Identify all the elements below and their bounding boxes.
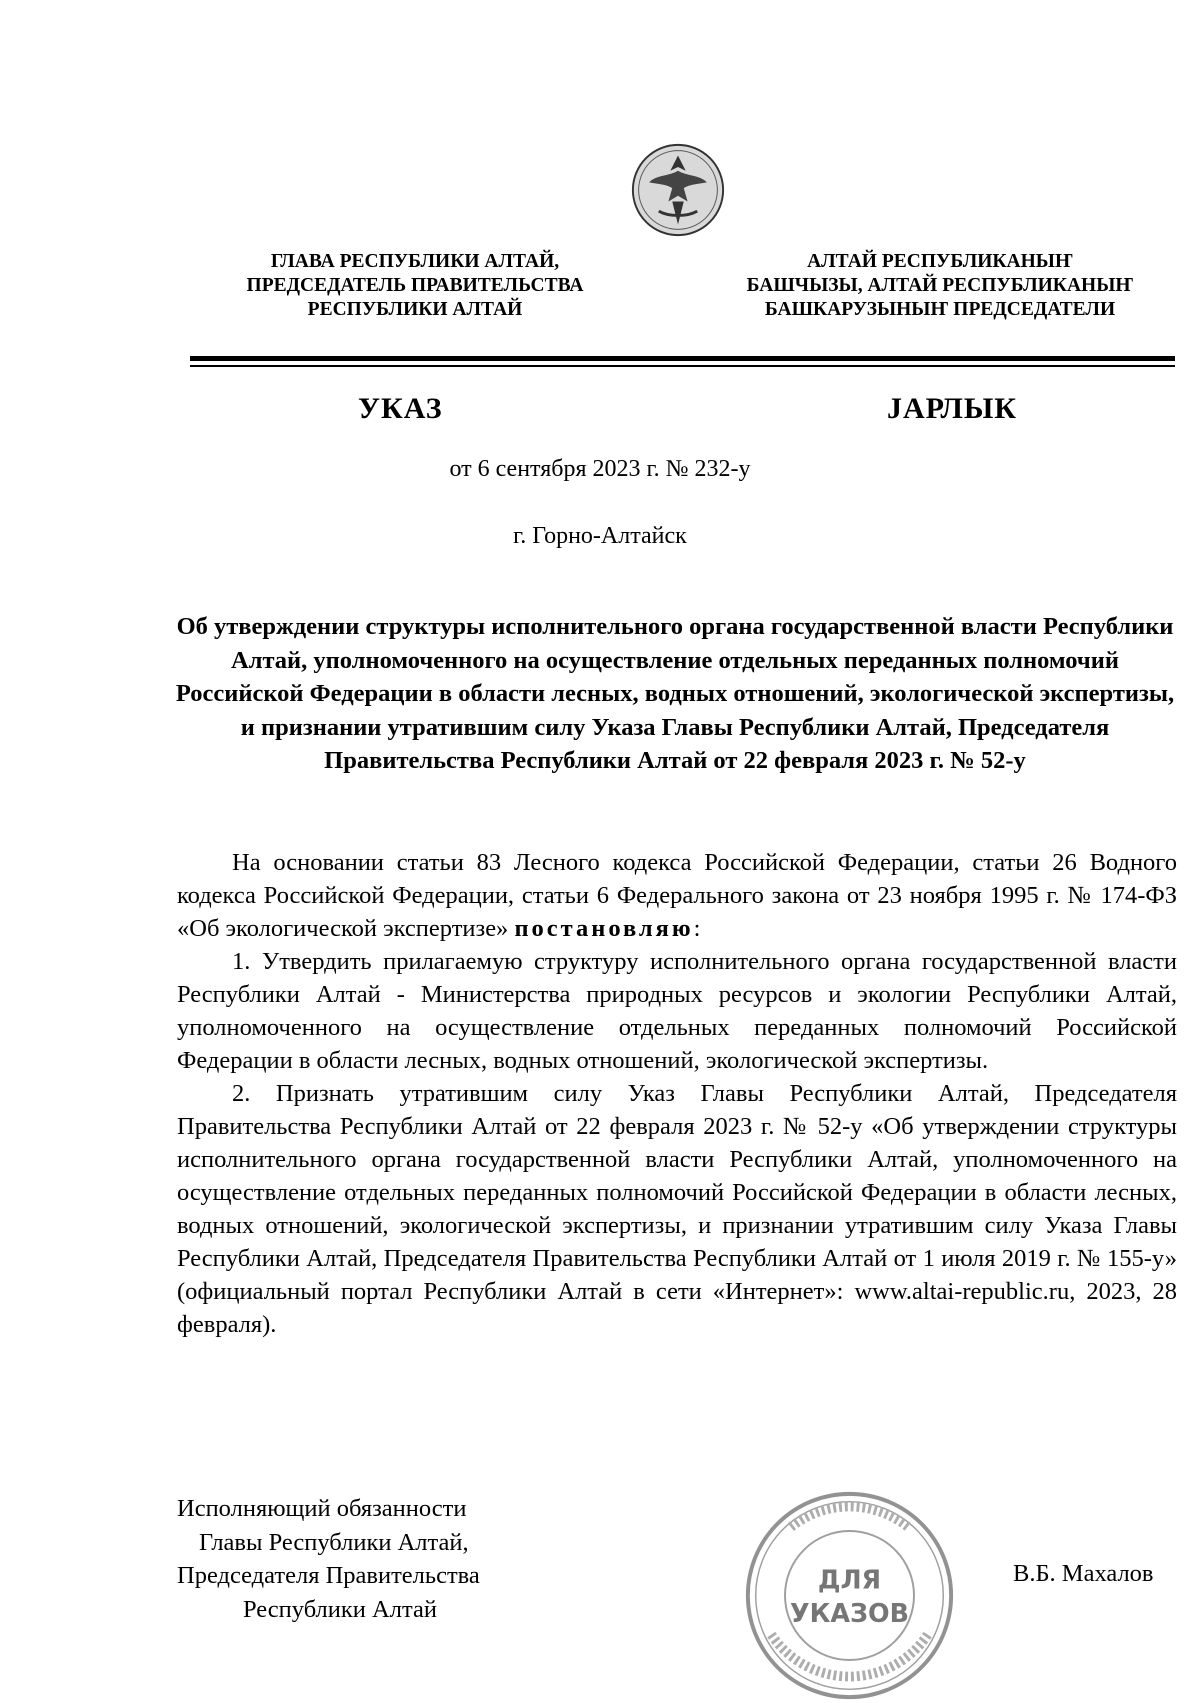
- header-right: [730, 250, 1150, 322]
- header-left-line: ПРЕДСЕДАТЕЛЬ ПРАВИТЕЛЬСТВА: [246, 275, 584, 296]
- header-right-line: БАШКАРУЗЫНЫҤ ПРЕДСЕДАТЕЛИ: [764, 299, 1116, 320]
- item-2: 2. Признать утратившим силу Указ Главы Республики Алтай, Председателя Правительства Республики Алтай от 22 февраля 2023 г. № 52-у «Об утверждении структуры исполнительного органа государственной власти Республики Алтай, уполномоченного на осуществление отдельных переданных полномочий Российской Федерации в области лесных, водных отношений, экологической экспертизы, и признании утратившим силу Указа Главы Республики Алтай, Председателя Правительства Республики Алтай от 1 июля 2019 г. № 155-у» (официальный портал Республики Алтай в сети «Интернет»: www.altai-republic.ru, 2023, 28 февраля).: [177, 1080, 1177, 1338]
- signatory-line: Председателя Правительства: [177, 1562, 480, 1589]
- coat-of-arms-emblem: [630, 142, 726, 238]
- header-rule-thin: [190, 365, 1175, 367]
- stamp-line-1: ДЛЯ: [817, 1564, 882, 1595]
- decree-word: постановляю: [514, 915, 694, 942]
- preamble-paragraph: [177, 846, 1177, 945]
- doc-type-ru: УКАЗ: [358, 392, 443, 425]
- preamble-text: На основании статьи 83 Лесного кодекса Российской Федерации, статьи 26 Водного кодекса Российской Федерации, статьи 6 Федерального закона от 23 ноября 1995 г. № 174-ФЗ «Об экологической экспертизе»: [177, 849, 1177, 942]
- signatory-line: Республики Алтай: [243, 1595, 437, 1623]
- decree-title: Об утверждении структуры исполнительного органа государственной власти Республики Алтай, уполномоченного на осуществление отдельных переданных полномочий Российской Федерации в области лесных, водных отношений, экологической экспертизы, и признании утратившим силу Указа Главы Республики Алтай, Председателя Правительства Республики Алтай от 22 февраля 2023 г. № 52-у: [175, 613, 1175, 774]
- header-left-line: ГЛАВА РЕСПУБЛИКИ АЛТАЙ,: [270, 251, 560, 272]
- decree-body: [177, 846, 1177, 1341]
- stamp-line-2: УКАЗОВ: [790, 1597, 909, 1628]
- decree-colon: :: [693, 915, 701, 942]
- header-rule-thick: [190, 356, 1175, 361]
- header-left: [205, 250, 625, 322]
- signatory-position: [177, 1492, 480, 1626]
- header-left-line: РЕСПУБЛИКИ АЛТАЙ: [307, 299, 523, 320]
- decree-date-number: от 6 сентября 2023 г. № 232-у: [449, 456, 751, 482]
- header-right-line: АЛТАЙ РЕСПУБЛИКАНЫҤ: [807, 251, 1073, 272]
- signatory-line: Исполняющий обязанности: [177, 1495, 467, 1522]
- signatory-name: В.Б. Махалов: [1013, 1560, 1154, 1587]
- item-1: 1. Утвердить прилагаемую структуру исполнительного органа государственной власти Республики Алтай - Министерства природных ресурсов и экологии Республики Алтай, уполномоченного на осуществление отдельных переданных полномочий Российской Федерации в области лесных, водных отношений, экологической экспертизы.: [177, 948, 1177, 1074]
- header-right-line: БАШЧЫЗЫ, АЛТАЙ РЕСПУБЛИКАНЫҤ: [746, 275, 1134, 296]
- signatory-line: Главы Республики Алтай,: [199, 1528, 469, 1556]
- doc-type-alt: JАРЛЫК: [887, 392, 1018, 425]
- decree-city: г. Горно-Алтайск: [513, 523, 687, 549]
- official-seal-stamp: [742, 1488, 957, 1703]
